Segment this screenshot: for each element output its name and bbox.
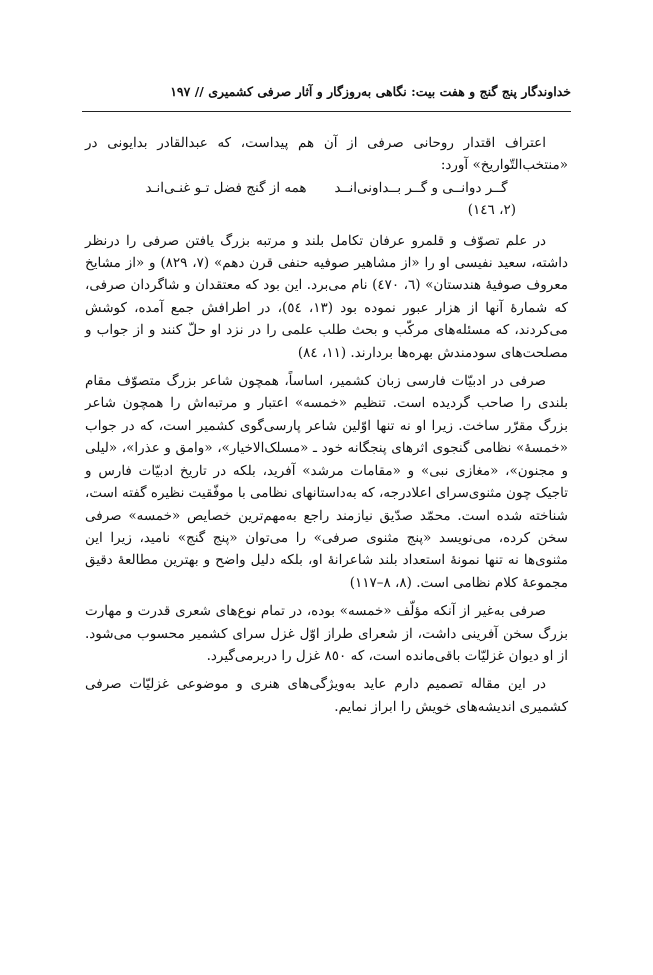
verse-citation: (۲، ۱٤٦)	[467, 202, 516, 219]
paragraph-3: صرفی در ادبیّات فارسی زبان کشمیر، اساساً، همچون شاعر بزرگ متصوّف مقام بلندی را صاحب گردیده است. تنظیم «خمسه» اعتبار و مرتبه‌اش را همچون شاعر بزرگ مقرّر ساخت. زیرا او نه تنها اوّلین شاعر پارسی‌گوی کشمیر است، که در جواب «خمسهٔ» نظامی گنجوی اثرهای پنجگانه خود ـ «مسلک‌الاخیار»، «وامق و عذرا»، «لیلی و مجنون»، «مغازی نبی» و «مقامات مرشد» آفرید، بلکه در تاریخ ادبیّات فارس و تاجیک چون مثنوی‌سرای اعلادرجه، که به‌داستانهای نظامی با موفّقیت نظیره گفته است، شناخته شده است. محمّد صدّیق نیازمند راجع به‌مهم‌ترین خصایص «خمسه» صرفی سخن کرده، می‌نویسد «پنج مثنوی صرفی» را می‌توان «پنج گنج» نامید، زیرا این مثنوی‌ها نه تنها نمونهٔ استعداد بلند شاعرانهٔ او، بلکه دلیل واضح و بهترین مطالعهٔ دقیق مجموعهٔ کلام نظامی است. (۸، ۸–۱۱۷)	[85, 373, 568, 591]
verse-hemistich-2: همه از گنج فضل تـو غنـی‌انـد	[145, 179, 307, 196]
body-text	[85, 132, 568, 724]
paragraph-4: صرفی به‌غیر از آنکه مؤلّف «خمسه» بوده، در تمام نوع‌های شعری قدرت و مهارت بزرگ سخن آفرینی داشت، از شعرای طراز اوّل غزل سرای کشمیر محسوب می‌شود. از او دیوان غزلیّات باقی‌مانده است، که ۸٥۰ غزل را دربرمی‌گیرد.	[85, 603, 568, 664]
verse-hemistich-1: گــر دوانــی و گــر بــداونی‌انــد	[334, 179, 508, 196]
verse-couplet	[85, 177, 568, 199]
paragraph-5: در این مقاله تصمیم دارم عاید به‌ویژگی‌های هنری و موضوعی غزلیّات صرفی کشمیری اندیشه‌های خویش را ابراز نمایم.	[85, 676, 568, 715]
header-divider	[82, 111, 571, 112]
paragraph-2: در علم تصوّف و قلمرو عرفان تکامل بلند و مرتبه بزرگ یافتن صرفی را درنظر داشته، سعید نفیسی او را «از مشاهیر صوفیه حنفی قرن دهم» (۷، ۸۲۹) و «از مشایخ معروف صوفیهٔ هندستان» (٦، ٤٧٠) نام می‌برد. این بود که معتقدان و شاگردان صرفی، که شمارهٔ آنها از هزار عبور نموده بود (۱۳، ٥٤)، در اطرافش جمع آمده، کوشش می‌کردند، که مسئله‌های مرکّب و بحث طلب علمی را در نزد او حلّ کنند و از جواب و مصلحت‌های سودمندش بهره‌ها بردارند. (۱۱، ۸٤)	[85, 232, 568, 361]
paragraph-1: اعتراف اقتدار روحانی صرفی از آن هم پیداست، که عبدالقادر بدایونی در «منتخب‌التّواریخ» آورد:	[85, 135, 568, 174]
running-header: خداوندگار پنج گنج و هفت بیت: نگاهی به‌روزگار و آثار صرفی کشمیری // ۱۹۷	[170, 84, 571, 99]
